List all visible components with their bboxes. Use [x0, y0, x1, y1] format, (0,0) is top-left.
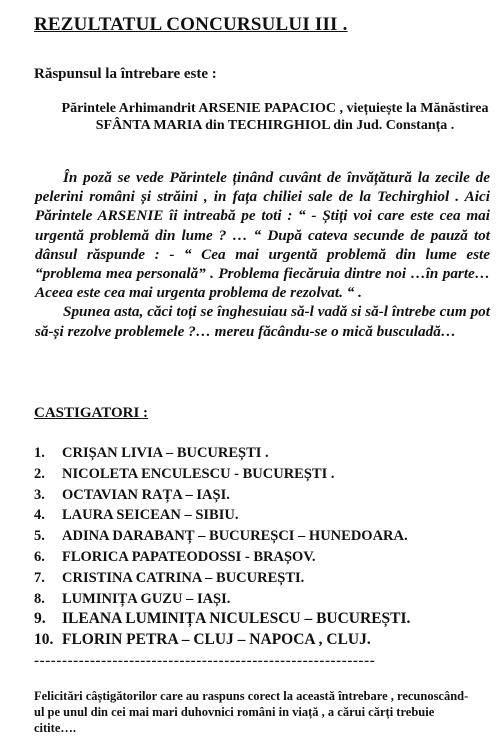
winner-number: 1. — [34, 445, 45, 461]
winner-item — [34, 589, 410, 610]
winner-number: 4. — [34, 507, 45, 524]
winner-number: 6. — [34, 548, 45, 565]
winner-item — [34, 464, 410, 485]
winner-name: CRISTINA CATRINA – BUCUREȘTI. — [62, 569, 305, 586]
story-paragraph-2: Spunea asta, căci toți se înghesuiau să-l vadă si să-l întrebe cum pot să-și rezolve problemele ?… mereu făcându-se o mică busculadă… — [35, 303, 490, 340]
answer-heading: Răspunsul la întrebare este : — [34, 66, 217, 82]
winner-number: 3. — [34, 486, 45, 503]
winner-name: ILEANA LUMINIȚA NICULESCU – BUCUREȘTI. — [62, 610, 411, 628]
winner-name: OCTAVIAN RAȚA – IAȘI. — [62, 486, 230, 503]
winner-item — [34, 505, 410, 526]
winner-number: 2. — [34, 465, 45, 482]
winner-name: LUMINIȚA GUZU – IAȘI. — [62, 590, 231, 607]
winner-number: 8. — [34, 590, 45, 607]
winner-item — [34, 485, 410, 506]
winner-item — [34, 526, 410, 547]
document-title: REZULTATUL CONCURSULUI III . — [34, 14, 348, 35]
winner-name: ADINA DARABANȚ – BUCUREȘCI – HUNEDOARA. — [62, 528, 408, 545]
separator-line: ------------------------------------------------------------- — [34, 653, 376, 669]
winner-number: 7. — [34, 569, 45, 586]
answer-text: Părintele Arhimandrit ARSENIE PAPACIOC , viețuiește la Mănăstirea SFÂNTA MARIA din TECHIRGHIOL din Jud. Constanța . — [61, 101, 489, 133]
winner-name: NICOLETA ENCULESCU - BUCUREȘTI . — [62, 465, 335, 482]
story-section — [35, 168, 490, 341]
story-paragraph-1: În poză se vede Părintele ținând cuvânt de învățătură la zecile de pelerini români și străini , in fața chiliei sale de la Techirghiol . Aici Părintele ARSENIE îi intreabă pe toti : “ - Știți voi care este cea mai urgentă problemă din lume ? … “ După cateva secunde de pauză tot dânsul răspunde : - “ Cea mai urgentă problemă din lume este “problema mea personală” . Problema fiecăruia dintre noi …în parte… Aceea este cea mai urgenta problema de rezolvat. “ . — [35, 169, 490, 302]
winners-heading: CASTIGATORI : — [34, 405, 149, 421]
winners-list — [34, 443, 410, 651]
congratulations-text: Felicitări câștigătorilor care au raspuns corect la această întrebare , recunoscând-ul pe unul din cei mai mari duhovnici români in viață , a cărui cărți trebuie citite…. — [34, 689, 469, 735]
winner-name: FLORIN PETRA – CLUJ – NAPOCA , CLUJ. — [62, 631, 371, 649]
winner-number: 5. — [34, 528, 45, 545]
winner-item — [34, 609, 410, 630]
winner-number: 10. — [34, 631, 54, 649]
winner-item — [34, 630, 410, 651]
winner-name: FLORICA PAPATEODOSSI - BRAȘOV. — [62, 548, 316, 565]
winner-number: 9. — [34, 610, 46, 628]
winner-item — [34, 568, 410, 589]
winner-name: LAURA SEICEAN – SIBIU. — [62, 507, 239, 524]
winner-item — [34, 443, 410, 464]
winner-name: CRIȘAN LIVIA – BUCUREȘTI . — [62, 445, 269, 461]
winner-item — [34, 547, 410, 568]
